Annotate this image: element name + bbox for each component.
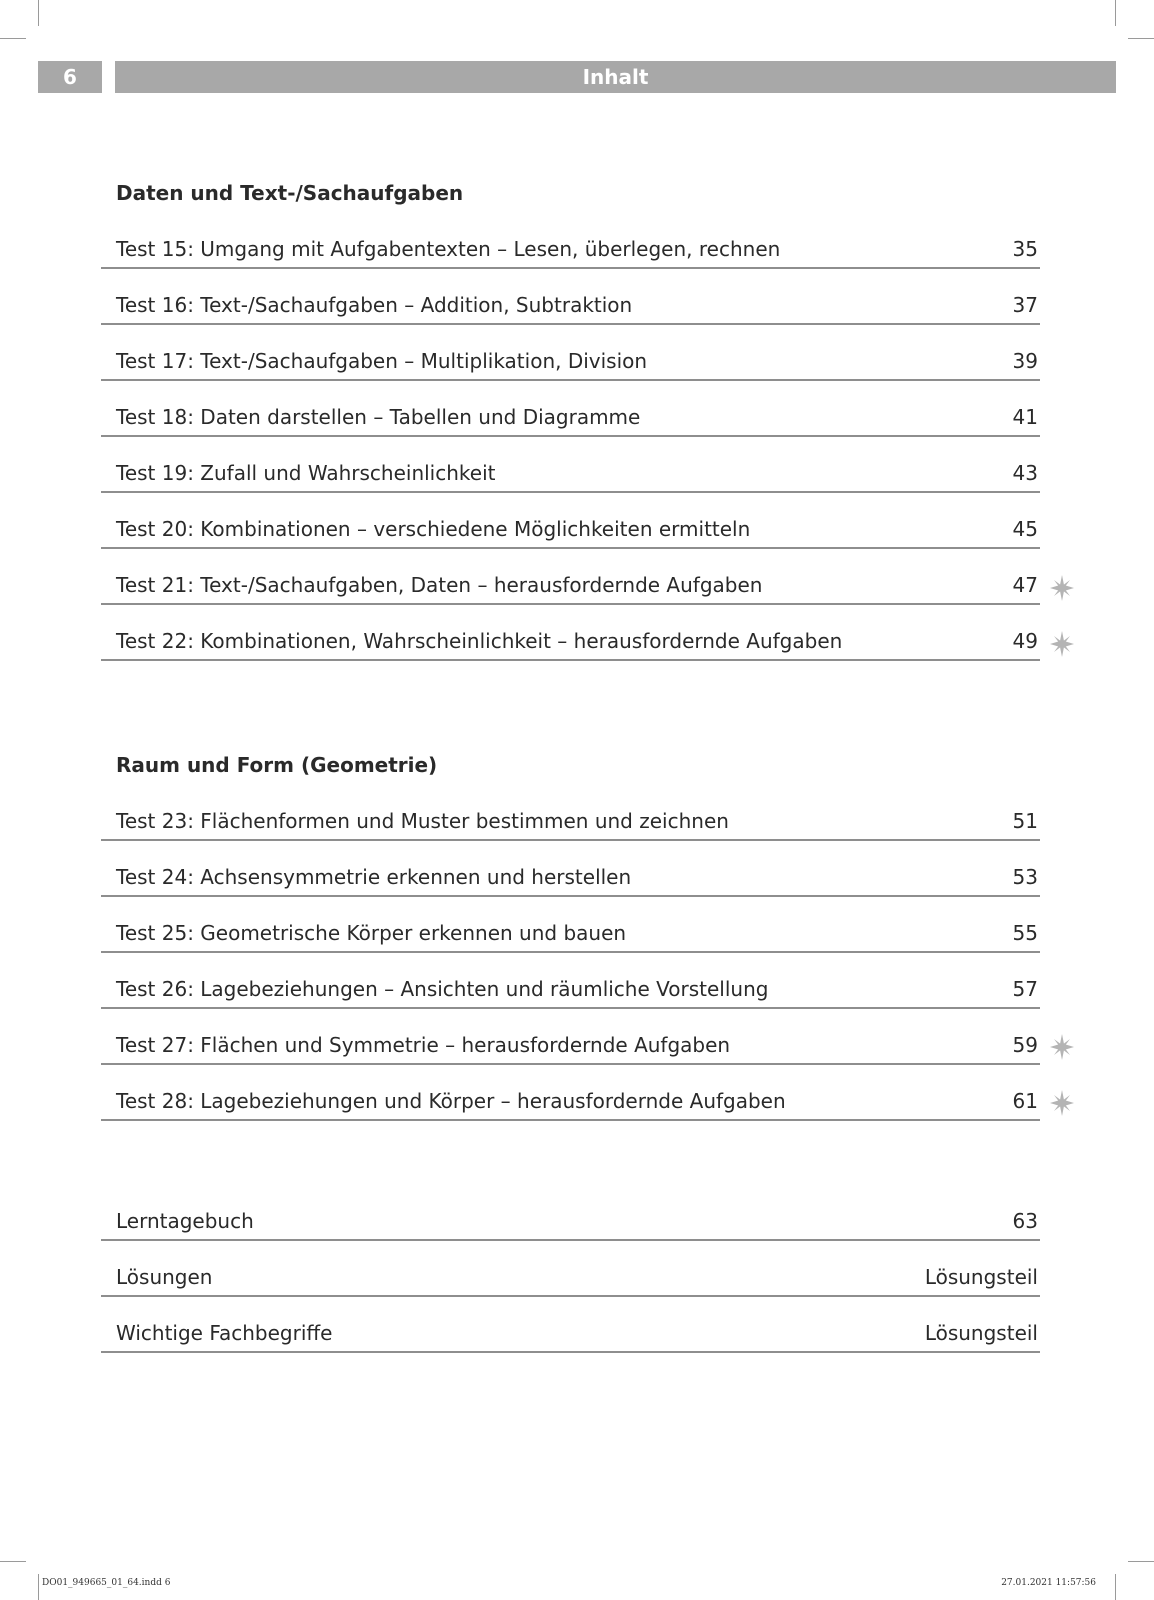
toc-page: 53 — [1012, 865, 1038, 889]
toc-page: 39 — [1012, 349, 1038, 373]
toc-row[interactable] — [101, 911, 1040, 953]
toc-label: Test 15: Umgang mit Aufgabentexten – Lesen, überlegen, rechnen — [116, 237, 781, 261]
toc-label: Test 16: Text-/Sachaufgaben – Addition, Subtraktion — [116, 293, 633, 317]
toc-page: 61 — [1012, 1089, 1038, 1113]
section-title: Daten und Text-/Sachaufgaben — [116, 181, 464, 205]
toc-row[interactable] — [101, 967, 1040, 1009]
toc-row[interactable] — [101, 283, 1040, 325]
toc-row[interactable] — [101, 227, 1040, 269]
toc-page: 59 — [1012, 1033, 1038, 1057]
print-timestamp: 27.01.2021 11:57:56 — [1001, 1578, 1096, 1588]
crop-mark-top-right — [1115, 0, 1116, 26]
toc-row[interactable] — [101, 451, 1040, 493]
toc-page: 41 — [1012, 405, 1038, 429]
toc-row[interactable] — [101, 395, 1040, 437]
toc-row[interactable] — [101, 799, 1040, 841]
toc-row[interactable] — [101, 1311, 1040, 1353]
toc-label: Test 24: Achsensymmetrie erkennen und herstellen — [116, 865, 632, 889]
toc-label: Test 19: Zufall und Wahrscheinlichkeit — [116, 461, 496, 485]
section-title: Raum und Form (Geometrie) — [116, 753, 438, 777]
toc-page: 35 — [1012, 237, 1038, 261]
toc-label: Lerntagebuch — [116, 1209, 254, 1233]
toc-label: Test 22: Kombinationen, Wahrscheinlichkeit – herausfordernde Aufgaben — [116, 629, 843, 653]
crop-mark-top-left — [38, 0, 39, 26]
toc-row[interactable] — [101, 1079, 1040, 1121]
crop-mark-top-right-h — [1128, 38, 1154, 39]
toc-label: Test 26: Lagebeziehungen – Ansichten und räumliche Vorstellung — [116, 977, 769, 1001]
toc-row[interactable] — [101, 1255, 1040, 1297]
toc-label: Wichtige Fachbegriffe — [116, 1321, 333, 1345]
toc-page: 51 — [1012, 809, 1038, 833]
toc-label: Test 25: Geometrische Körper erkennen und bauen — [116, 921, 627, 945]
toc-label: Test 21: Text-/Sachaufgaben, Daten – herausfordernde Aufgaben — [116, 573, 763, 597]
toc-row[interactable] — [101, 855, 1040, 897]
crop-mark-bottom-left-h — [0, 1561, 26, 1562]
toc-row[interactable] — [101, 619, 1040, 661]
toc-page: 49 — [1012, 629, 1038, 653]
crop-mark-bottom-left — [38, 1574, 39, 1600]
toc-page: Lösungsteil — [924, 1321, 1038, 1345]
toc-label: Test 20: Kombinationen – verschiedene Möglichkeiten ermitteln — [116, 517, 751, 541]
toc-page: 57 — [1012, 977, 1038, 1001]
print-file-info: DO01_949665_01_64.indd 6 — [42, 1578, 171, 1588]
toc-label: Test 27: Flächen und Symmetrie – herausfordernde Aufgaben — [116, 1033, 731, 1057]
page-number: 6 — [38, 61, 102, 93]
toc-label: Lösungen — [116, 1265, 213, 1289]
star-icon — [1049, 631, 1075, 657]
crop-mark-bottom-right-h — [1128, 1561, 1154, 1562]
toc-label: Test 28: Lagebeziehungen und Körper – herausfordernde Aufgaben — [116, 1089, 786, 1113]
toc-label: Test 23: Flächenformen und Muster bestimmen und zeichnen — [116, 809, 729, 833]
toc-row[interactable] — [101, 563, 1040, 605]
star-icon — [1049, 575, 1075, 601]
toc-row[interactable] — [101, 339, 1040, 381]
toc-row[interactable] — [101, 1023, 1040, 1065]
toc-label: Test 17: Text-/Sachaufgaben – Multiplikation, Division — [116, 349, 648, 373]
toc-page: 63 — [1012, 1209, 1038, 1233]
toc-page: 37 — [1012, 293, 1038, 317]
toc-page: 43 — [1012, 461, 1038, 485]
star-icon — [1049, 1090, 1075, 1116]
toc-label: Test 18: Daten darstellen – Tabellen und Diagramme — [116, 405, 641, 429]
page-title: Inhalt — [115, 61, 1116, 93]
toc-page: 55 — [1012, 921, 1038, 945]
toc-page: 45 — [1012, 517, 1038, 541]
star-icon — [1049, 1034, 1075, 1060]
crop-mark-top-left-h — [0, 38, 26, 39]
toc-page: Lösungsteil — [924, 1265, 1038, 1289]
toc-row[interactable] — [101, 1199, 1040, 1241]
crop-mark-bottom-right — [1115, 1574, 1116, 1600]
toc-row[interactable] — [101, 507, 1040, 549]
toc-page: 47 — [1012, 573, 1038, 597]
